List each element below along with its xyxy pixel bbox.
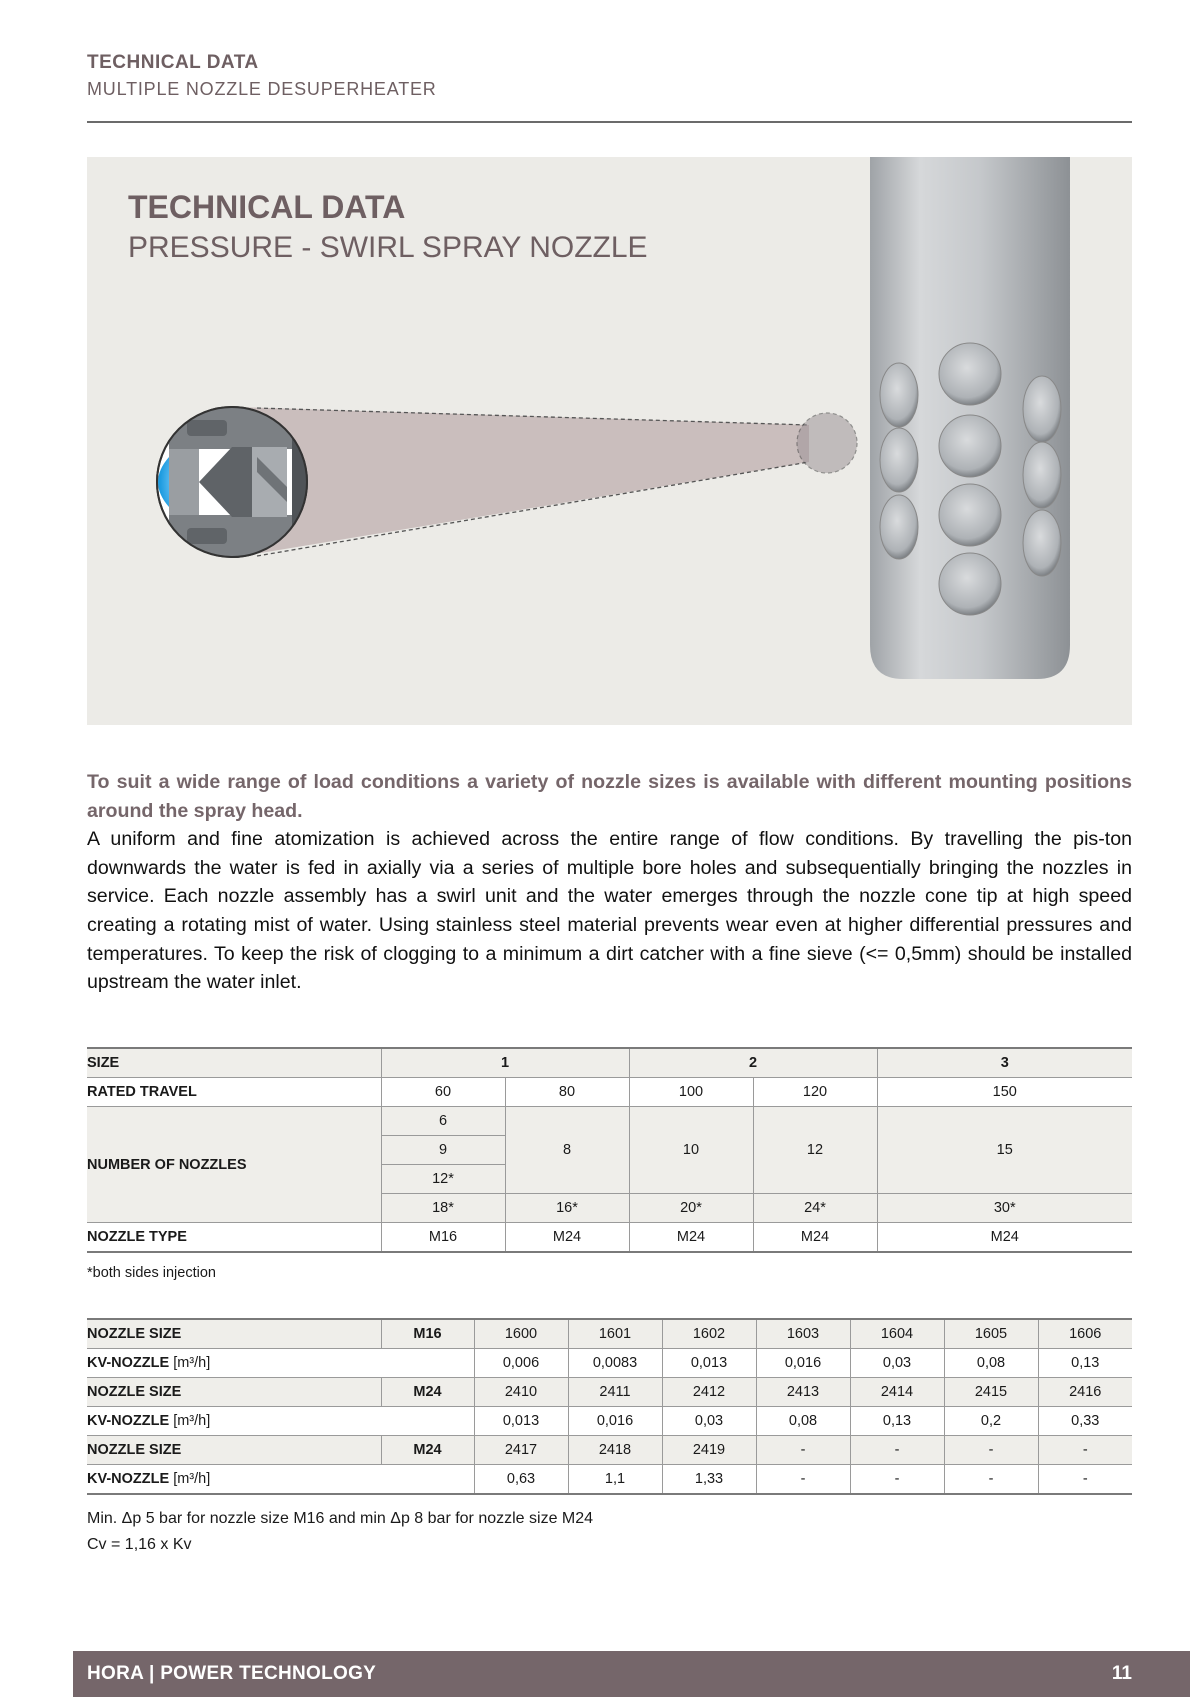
footer-brand: HORA | POWER TECHNOLOGY: [87, 1663, 377, 1684]
kv-cell: 0,13: [850, 1407, 944, 1436]
kv-cell: -: [756, 1465, 850, 1495]
nozzle-type-cell: M16: [381, 1319, 474, 1349]
notes: [87, 1506, 593, 1558]
nozzle-size-cell: 2416: [1038, 1378, 1132, 1407]
kv-table: [87, 1318, 1132, 1495]
header-divider: [87, 121, 1132, 123]
travel-label: RATED TRAVEL: [87, 1078, 381, 1107]
nozzle-size-cell: 1603: [756, 1319, 850, 1349]
kv-cell: 0,08: [756, 1407, 850, 1436]
nozzle-size-cell: 2417: [474, 1436, 568, 1465]
nozzles-cell: 16*: [505, 1194, 629, 1223]
nozzle-size-label: NOZZLE SIZE: [87, 1436, 381, 1465]
type-cell: M24: [877, 1223, 1132, 1253]
nozzles-label: NUMBER OF NOZZLES: [87, 1107, 381, 1223]
kv-unit: [m³/h]: [173, 1355, 211, 1371]
nozzles-cell: 30*: [877, 1194, 1132, 1223]
hero-panel: [87, 157, 1132, 725]
size-cell: 2: [629, 1048, 877, 1078]
kv-label: KV-NOZZLE: [87, 1413, 170, 1429]
nozzle-size-cell: 2412: [662, 1378, 756, 1407]
kv-cell: 0,0083: [568, 1349, 662, 1378]
kv-cell: 0,13: [1038, 1349, 1132, 1378]
kv-cell: 0,016: [568, 1407, 662, 1436]
travel-cell: 120: [753, 1078, 877, 1107]
kv-label-cell: [87, 1407, 474, 1436]
size-cell: 1: [381, 1048, 629, 1078]
nozzle-size-cell: -: [1038, 1436, 1132, 1465]
nozzle-size-cell: 1600: [474, 1319, 568, 1349]
kv-cell: -: [944, 1465, 1038, 1495]
nozzle-size-cell: 2410: [474, 1378, 568, 1407]
travel-cell: 150: [877, 1078, 1132, 1107]
hero-title: TECHNICAL DATA: [128, 189, 406, 225]
nozzle-size-cell: 2414: [850, 1378, 944, 1407]
kv-cell: 0,013: [474, 1407, 568, 1436]
kv-label: KV-NOZZLE: [87, 1355, 170, 1371]
kv-unit: [m³/h]: [173, 1471, 211, 1487]
kv-cell: 0,03: [662, 1407, 756, 1436]
nozzle-size-cell: 1602: [662, 1319, 756, 1349]
intro-lead: To suit a wide range of load conditions a variety of nozzle sizes is available with different mounting positions around the spray head.: [87, 771, 1132, 822]
nozzle-size-cell: 2415: [944, 1378, 1038, 1407]
kv-unit: [m³/h]: [173, 1413, 211, 1429]
nozzle-size-cell: -: [756, 1436, 850, 1465]
nozzle-size-cell: 1601: [568, 1319, 662, 1349]
nozzles-cell: 24*: [753, 1194, 877, 1223]
note-line: Min. Δp 5 bar for nozzle size M16 and min Δp 8 bar for nozzle size M24: [87, 1510, 594, 1527]
size-cell: 3: [877, 1048, 1132, 1078]
nozzle-size-cell: 2413: [756, 1378, 850, 1407]
type-cell: M24: [505, 1223, 629, 1253]
nozzle-type-cell: M24: [381, 1436, 474, 1465]
nozzle-count-table: [87, 1047, 1132, 1253]
size-label: SIZE: [87, 1048, 381, 1078]
nozzles-cell: 6: [381, 1107, 505, 1136]
nozzle-size-cell: -: [944, 1436, 1038, 1465]
kv-cell: 0,006: [474, 1349, 568, 1378]
kv-cell: 0,03: [850, 1349, 944, 1378]
page-number: 11: [1111, 1663, 1132, 1684]
intro-text: [87, 768, 1132, 997]
type-cell: M24: [753, 1223, 877, 1253]
kv-cell: 1,1: [568, 1465, 662, 1495]
nozzle-size-cell: 1604: [850, 1319, 944, 1349]
nozzle-size-label: NOZZLE SIZE: [87, 1319, 381, 1349]
nozzles-cell: 20*: [629, 1194, 753, 1223]
kv-cell: 0,33: [1038, 1407, 1132, 1436]
kv-cell: 1,33: [662, 1465, 756, 1495]
type-label: NOZZLE TYPE: [87, 1223, 381, 1253]
nozzles-cell: 15: [877, 1107, 1132, 1194]
kv-cell: 0,08: [944, 1349, 1038, 1378]
hero-subtitle: PRESSURE - SWIRL SPRAY NOZZLE: [128, 231, 648, 264]
footer-bar: [73, 1651, 1190, 1697]
kv-cell: 0,013: [662, 1349, 756, 1378]
kv-cell: -: [1038, 1465, 1132, 1495]
nozzle-size-cell: 2419: [662, 1436, 756, 1465]
travel-cell: 60: [381, 1078, 505, 1107]
nozzles-cell: 12*: [381, 1165, 505, 1194]
kv-label-cell: [87, 1349, 474, 1378]
nozzles-cell: 18*: [381, 1194, 505, 1223]
nozzle-size-cell: 2411: [568, 1378, 662, 1407]
travel-cell: 80: [505, 1078, 629, 1107]
kv-label-cell: [87, 1465, 474, 1495]
kv-cell: 0,63: [474, 1465, 568, 1495]
nozzle-size-cell: 2418: [568, 1436, 662, 1465]
nozzle-size-cell: 1605: [944, 1319, 1038, 1349]
nozzles-cell: 12: [753, 1107, 877, 1194]
nozzle-size-cell: 1606: [1038, 1319, 1132, 1349]
kv-cell: 0,016: [756, 1349, 850, 1378]
nozzles-cell: 10: [629, 1107, 753, 1194]
type-cell: M16: [381, 1223, 505, 1253]
page-header: [87, 52, 437, 100]
header-title: TECHNICAL DATA: [87, 52, 259, 73]
nozzles-cell: 8: [505, 1107, 629, 1194]
kv-cell: 0,2: [944, 1407, 1038, 1436]
nozzle-size-label: NOZZLE SIZE: [87, 1378, 381, 1407]
header-subtitle: MULTIPLE NOZZLE DESUPERHEATER: [87, 79, 437, 99]
note-line: Cv = 1,16 x Kv: [87, 1536, 192, 1553]
table1-footnote: *both sides injection: [87, 1265, 216, 1281]
travel-cell: 100: [629, 1078, 753, 1107]
nozzle-type-cell: M24: [381, 1378, 474, 1407]
nozzle-size-cell: -: [850, 1436, 944, 1465]
kv-label: KV-NOZZLE: [87, 1471, 170, 1487]
nozzles-cell: 9: [381, 1136, 505, 1165]
kv-cell: -: [850, 1465, 944, 1495]
intro-body: A uniform and fine atomization is achieved across the entire range of flow conditions. By travelling the pis-ton downwards the water is fed in axially via a series of multiple bore holes and subsequentially bringing the nozzles in service. Each nozzle assembly has a swirl unit and the water emerges through the nozzle cone tip at high speed creating a rotating mist of water. Using stainless steel material prevents wear even at higher differential pressures and temperatures. To keep the risk of clogging to a minimum a dirt catcher with a fine sieve (<= 0,5mm) should be installed upstream the water inlet.: [87, 828, 1132, 994]
type-cell: M24: [629, 1223, 753, 1253]
